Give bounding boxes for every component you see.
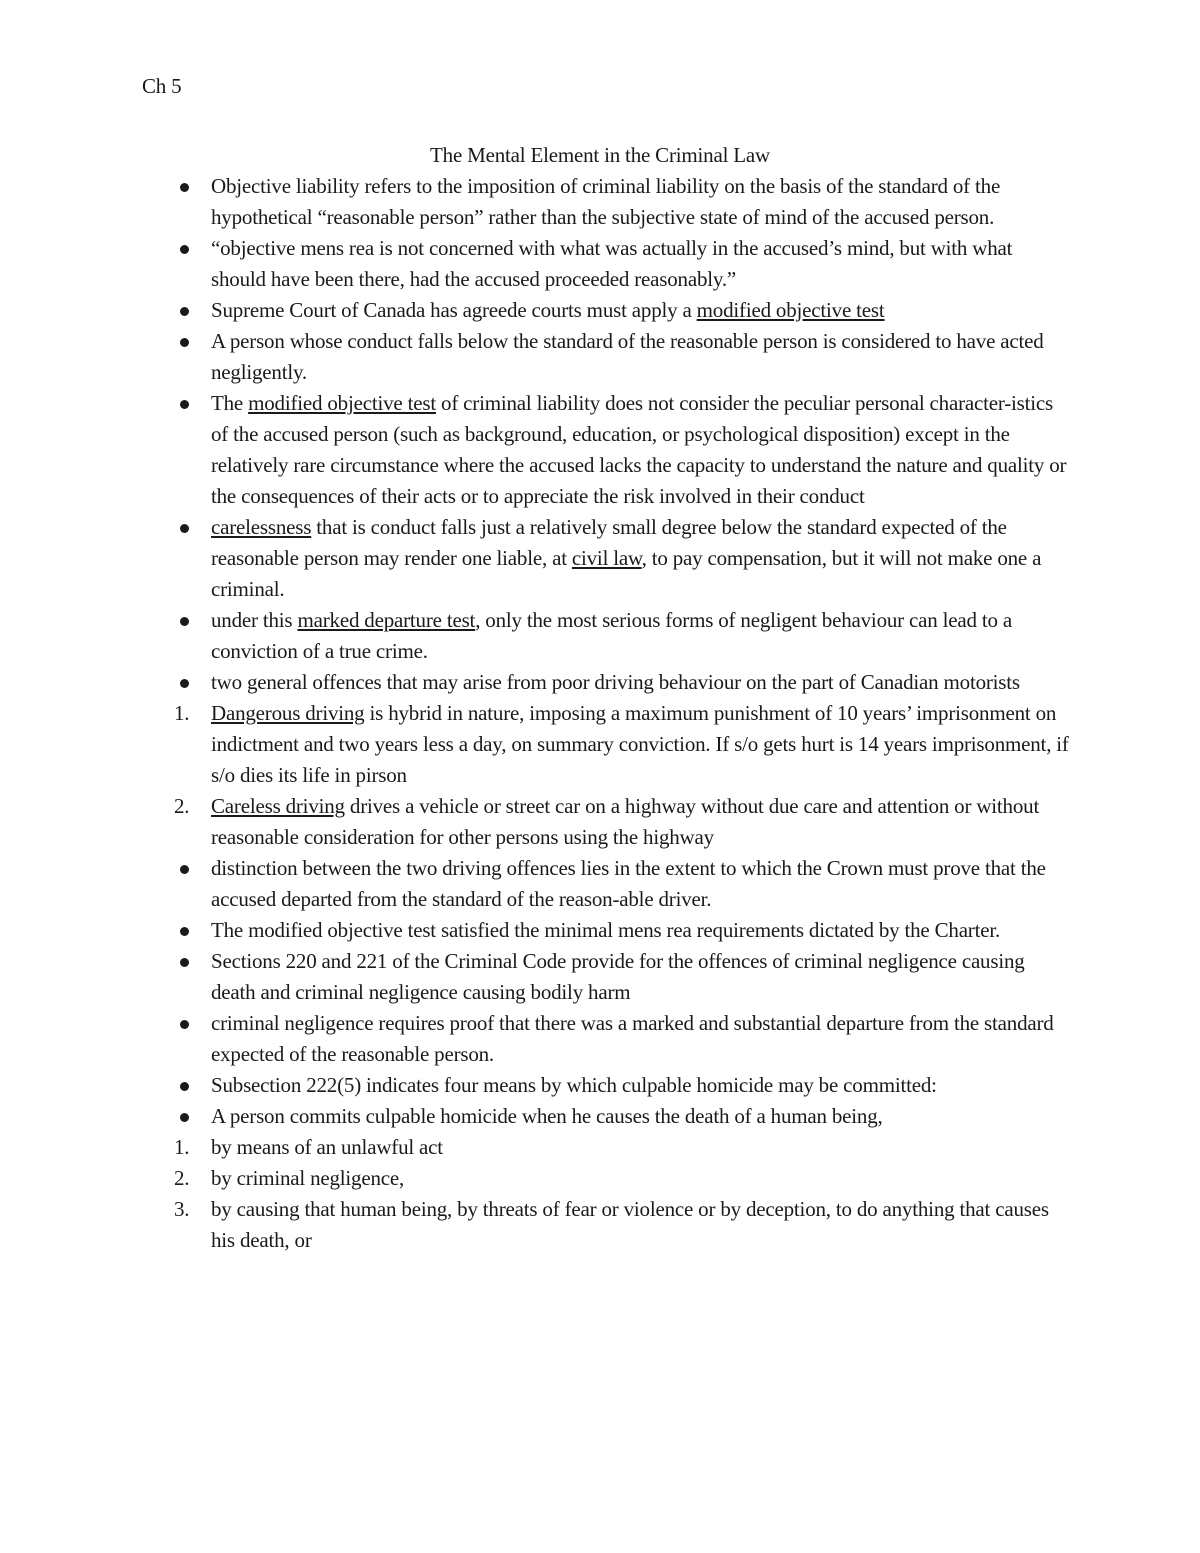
list-item bbox=[0, 605, 1071, 667]
bullet-icon bbox=[180, 617, 189, 626]
list-text: The modified objective test satisfied the minimal mens rea requirements dictated by the Charter. bbox=[211, 918, 1001, 942]
list-item bbox=[0, 1163, 1071, 1194]
list-text: drives a vehicle or street car on a highway without due care and attention or without reasonable consideration for other persons using the highway bbox=[211, 794, 1040, 849]
underlined-term: civil law bbox=[571, 546, 642, 570]
list-text: by causing that human being, by threats of fear or violence or by deception, to do anything that causes his death, or bbox=[211, 1197, 1049, 1252]
underlined-term: marked departure test bbox=[297, 608, 476, 632]
list-item bbox=[0, 171, 1071, 233]
list-text: distinction between the two driving offences lies in the extent to which the Crown must prove that the accused departed from the standard of the reason-able driver. bbox=[211, 856, 1046, 911]
list-item bbox=[0, 698, 1071, 791]
underlined-term: modified objective test bbox=[248, 391, 436, 415]
list-text: by means of an unlawful act bbox=[211, 1135, 443, 1159]
list-text: Supreme Court of Canada has agreede courts must apply a bbox=[211, 298, 697, 322]
list-text: is hybrid in nature, imposing a maximum punishment of 10 years’ imprisonment on indictment and two years less a day, on summary conviction. If s/o gets hurt is 14 years imprisonment, if s/o dies its life in pirson bbox=[211, 701, 1069, 787]
list-text: Objective liability refers to the imposition of criminal liability on the basis of the standard of the hypothetical “reasonable person” rather than the subjective state of mind of the accused person. bbox=[211, 174, 1001, 229]
notes-list bbox=[0, 171, 1200, 1256]
bullet-icon bbox=[180, 1082, 189, 1091]
bullet-icon bbox=[180, 400, 189, 409]
list-item bbox=[0, 326, 1071, 388]
list-item bbox=[0, 512, 1071, 605]
list-item bbox=[0, 388, 1071, 512]
list-text: Subsection 222(5) indicates four means by which culpable homicide may be committed: bbox=[211, 1073, 937, 1097]
list-text: of criminal liability does not consider the peculiar personal character-istics of the accused person (such as background, education, or psychological disposition) except in the relatively rare circumstance where the accused lacks the capacity to understand the nature and quality or the consequences of their acts or to appreciate the risk involved in their conduct bbox=[211, 391, 1067, 508]
chapter-header: Ch 5 bbox=[142, 74, 182, 98]
list-number: 3. bbox=[174, 1197, 190, 1221]
underlined-term: Careless driving bbox=[211, 794, 345, 818]
list-text: A person commits culpable homicide when he causes the death of a human being, bbox=[211, 1104, 883, 1128]
list-text: that is conduct falls just a relatively small degree below the standard expected of the reasonable person may render one liable, at bbox=[211, 515, 1007, 570]
bullet-icon bbox=[180, 1113, 189, 1122]
list-item bbox=[0, 1008, 1071, 1070]
document-title: The Mental Element in the Criminal Law bbox=[430, 143, 770, 167]
list-number: 2. bbox=[174, 1166, 190, 1190]
list-text: under this bbox=[211, 608, 298, 632]
bullet-icon bbox=[180, 307, 189, 316]
underlined-term: Dangerous driving bbox=[211, 701, 365, 725]
bullet-icon bbox=[180, 1020, 189, 1029]
list-text: by criminal negligence, bbox=[211, 1166, 405, 1190]
bullet-icon bbox=[180, 958, 189, 967]
bullet-icon bbox=[180, 524, 189, 533]
list-item bbox=[0, 853, 1071, 915]
bullet-icon bbox=[180, 927, 189, 936]
list-number: 1. bbox=[174, 1135, 190, 1159]
list-item bbox=[0, 791, 1071, 853]
list-item bbox=[0, 946, 1071, 1008]
list-item bbox=[0, 233, 1071, 295]
list-item bbox=[0, 1132, 1071, 1163]
list-text: “objective mens rea is not concerned with what was actually in the accused’s mind, but with what should have been there, had the accused proceeded reasonably.” bbox=[211, 236, 1013, 291]
list-item bbox=[0, 1070, 1071, 1101]
list-number: 2. bbox=[174, 794, 190, 818]
bullet-icon bbox=[180, 679, 189, 688]
list-text: The bbox=[211, 391, 249, 415]
list-text: , only the most serious forms of negligent behaviour can lead to a conviction of a true crime. bbox=[211, 608, 1012, 663]
underlined-term: modified objective test bbox=[696, 298, 885, 322]
list-text: Sections 220 and 221 of the Criminal Code provide for the offences of criminal negligence causing death and criminal negligence causing bodily harm bbox=[211, 949, 1025, 1004]
bullet-icon bbox=[180, 183, 189, 192]
list-text: A person whose conduct falls below the standard of the reasonable person is considered to have acted negligently. bbox=[211, 329, 1044, 384]
underlined-term: carelessness bbox=[211, 515, 312, 539]
bullet-icon bbox=[180, 865, 189, 874]
list-item bbox=[0, 1101, 1071, 1132]
list-item bbox=[0, 915, 1071, 946]
bullet-icon bbox=[180, 245, 189, 254]
bullet-icon bbox=[180, 338, 189, 347]
list-item bbox=[0, 1194, 1071, 1256]
list-number: 1. bbox=[174, 701, 190, 725]
list-text: , to pay compensation, but it will not make one a criminal. bbox=[211, 546, 1042, 601]
list-text: criminal negligence requires proof that there was a marked and substantial departure from the standard expected of the reasonable person. bbox=[211, 1011, 1054, 1066]
list-text: two general offences that may arise from poor driving behaviour on the part of Canadian motorists bbox=[211, 670, 1020, 694]
list-item bbox=[0, 295, 1071, 326]
list-item bbox=[0, 667, 1071, 698]
